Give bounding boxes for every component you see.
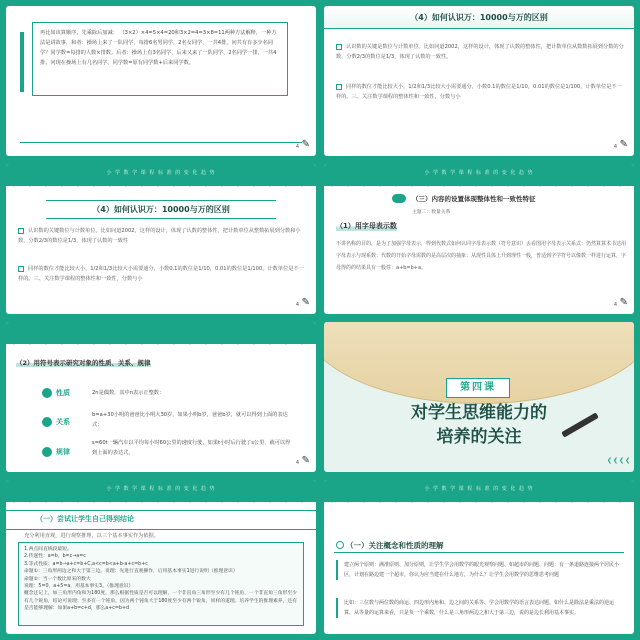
slide7-line: 命题②：当一个数比原来的数大 [24, 576, 91, 582]
scallop-header [324, 480, 634, 502]
slide2-bullet-2: 同样的数位才能比较大小，1/2和1/3比较大小需要通分，小数0.1的数位是1/10，0.01的数位是1/100，计数单位是不一样的。三、关注数学课程的整体性和一致性，分数与小 [336, 84, 622, 100]
pen-icon: ✎ [301, 455, 310, 466]
slide7-line: 说理：5=0，a+5=a，用基本事实3。（推理意识） [24, 584, 134, 590]
slide3-bullet-1: 认识数的关键数位与计数单位。比如问道2002，这样的设计，体现了认数的整体性，把计数单位从整数拓展到分数和小数，分数2/3的数位是1/3，体现了认数的一致性 [18, 228, 301, 244]
pen-icon: ✎ [301, 139, 310, 150]
slide1-paragraph: 再比如该算顺序，先乘除后加减： （3×2）×4=5×4=20和3×2=4=3×8=11两种方法解释，一种方法是讲故事，和者：操场上来了一队同学，每排6名男同学，2名女同学，一共4排，问共有有多少名同学？同学数=每排的人数×排数。后者：操场上有3名同学，后来又来了一队同学，2名同学一排，一共4排，问现在操场上有几名同学。同学数=原有同学数+后来同学数。 [40, 30, 277, 66]
slide8-point-2: 比如：三位数与两位数的商运、四边形内角和、边之间的关系等、学会用数学的语言表达问题。如什么是除法是乘法的逆运算，从等量的运算来看，只是负一个乘数，什么是三角形两边之和大于第三边，说的是边长利用基本事实。 [336, 598, 622, 618]
slide2-title-line [324, 28, 634, 29]
slide-2[interactable] [324, 6, 634, 156]
slide8-point-1: 建立两个原则：满准原则、加分原则，让学生学会用数学的眼光观察问题、如超市的问题、问题：有一条道路连接两个居民小区，计划在路边建一个超市，你认为应当建在什么地方，为什么？让学生会用数学的思维思考问题 [336, 560, 622, 580]
slide-6[interactable] [324, 322, 634, 472]
slide5-label-2: 关系 [56, 418, 70, 426]
page-number: 4 [295, 460, 299, 466]
chevron-left-icon: ❮❮❮❮ [607, 457, 632, 464]
page-number: 4 [295, 302, 299, 308]
slide-4[interactable] [324, 164, 634, 314]
slide1-accent-bar [20, 32, 24, 92]
slide7-line: 1.两点间直线段最短。 [24, 547, 72, 552]
bullet-square-icon [336, 84, 342, 90]
slide-8[interactable] [324, 480, 634, 634]
page-number: 4 [613, 144, 617, 150]
slide3-title: （4）如何认识万：10000与万的区别 [92, 205, 230, 214]
pen-icon: ✎ [619, 139, 628, 150]
bullet-square-icon [336, 44, 342, 50]
scallop-header [6, 322, 316, 344]
slide7-line: 3.等式性质：a=b→a+c=b+C,a<c=b<a+b-a+c=b+c [24, 561, 148, 567]
cover-title-line-2: 培养的关注 [436, 427, 522, 447]
slide8-title-line [334, 552, 624, 553]
slide7-title: （一）尝试让学生自己得到结论 [36, 515, 134, 523]
page-number: 4 [613, 302, 617, 308]
slide1-bottom-line [20, 142, 302, 143]
slide7-line: 2.传递性：a=b，b=c→a=c [24, 554, 86, 560]
slide2-bullet-1: 认识数的关键是数位与计数单位。比如问道2002，这样的设计，体现了认数的整体性，把计数单位从数数拓展到分数的分数，分数2/3的数位是1/3，体现了认数的一致性。 [336, 44, 624, 60]
slide4-subheading: 主题二：数量关系 [412, 210, 451, 215]
property-icon [42, 388, 52, 398]
bullet-square-icon [18, 228, 24, 234]
slide5-label-3: 规律 [56, 448, 70, 456]
cover-title-line-1: 对学生思维能力的 [411, 403, 547, 423]
bullet-square-icon [18, 266, 24, 272]
slide3-bullet-2: 同样的数位才能比较大小，1/2和1/3比较大小需要通分，小数0.1的数位是1/10，0.01的数位是1/100，计数单位是不一样的。三、关注数学课程的整体性和一致性，分数与小 [18, 266, 304, 282]
slide3-title-line-top [46, 200, 276, 201]
slide4-tag: （1）用字母表示数 [336, 222, 397, 230]
pen-icon: ✎ [619, 297, 628, 308]
header-band-text: 小 学 数 学 课 程 标 准 的 变 化 趋 势 [106, 486, 216, 492]
header-band-text: 小 学 数 学 课 程 标 准 的 变 化 趋 势 [106, 170, 216, 176]
slide4-heading: （三）内容的设置体现整体性和一致性特征 [412, 195, 536, 203]
slide8-title: （一）关注概念和性质的理解 [346, 541, 444, 550]
slide-5[interactable] [6, 322, 316, 472]
scallop-header [324, 164, 634, 186]
header-band-text: 小 学 数 学 课 程 标 准 的 变 化 趋 势 [424, 486, 534, 492]
header-band-text: 小 学 数 学 课 程 标 准 的 变 化 趋 势 [424, 170, 534, 176]
slide4-body: 不讲名称的目的，是为了加强学母表示，得到代数式如何认同字母表示数（符号意识）丢看图用字母表示关系式：仍然算算术书达用字母表示与现系数：代数的开始字母需数的是高层次的抽象：从现性具体上升到理性一般，普适到字学符号以像数一样进行运算，字母得的的结果具有一般性：a+b=b+a。 [336, 241, 627, 271]
slide5-text-3: s=60t一辆汽车以平均每小时60公里的速度行驶，如果t小时后行驶了s公里，就可以得到上面的表达式。 [92, 440, 291, 456]
slide5-label-1: 性质 [56, 389, 70, 397]
slide7-line: 命题①：三角形两边之和大于第三边。说理：先进行直观操作，后用基本事实1进行说明（推理意识） [24, 569, 238, 575]
title-circle-icon [336, 541, 344, 549]
slide7-line: 概念还记上，如三角形内角和为180度，那么根据性质是否可以理解，一个非直角三角形至少有几个钝角，一个非直角三角形至少有几个锐角，结论可说理：至多有一个钝角，因为两个钝角大于180度至少有两个锐角，同样的道理。培养学生的推理素养，还有是否能够理解：如果a+b=c+d，那么a+c=b+d [24, 591, 297, 612]
scallop-header [6, 164, 316, 186]
slide5-tag: （2）用符号表示研究对象的性质、关系、规律 [16, 359, 151, 367]
slide2-title: （4）如何认识万：10000与万的区别 [410, 13, 548, 22]
slide7-content-box [18, 542, 304, 626]
page-number: 4 [295, 144, 299, 150]
slide5-text-1: 2n是偶数，其中n表示正整数： [92, 390, 165, 396]
heading-pill-icon [392, 194, 406, 203]
pen-icon: ✎ [301, 297, 310, 308]
slide3-title-line-bottom [46, 218, 276, 219]
slide1-text-box [32, 22, 288, 96]
slide5-text-2: b=a+30小明的爸爸比小明大30岁，如果小明b岁，爸爸b岁，就可以得到上面的表达式： [92, 412, 288, 428]
lesson-badge: 第四课 [446, 378, 510, 398]
slide7-intro: 充分利用直观，进行观察推理，以三个基本事实作为依据。 [24, 533, 159, 539]
slide-7[interactable] [6, 480, 316, 634]
scallop-header [6, 480, 316, 502]
slide-3[interactable] [6, 164, 316, 314]
relation-icon [42, 417, 52, 427]
slide-1[interactable] [6, 6, 316, 156]
rule-icon [42, 447, 52, 457]
